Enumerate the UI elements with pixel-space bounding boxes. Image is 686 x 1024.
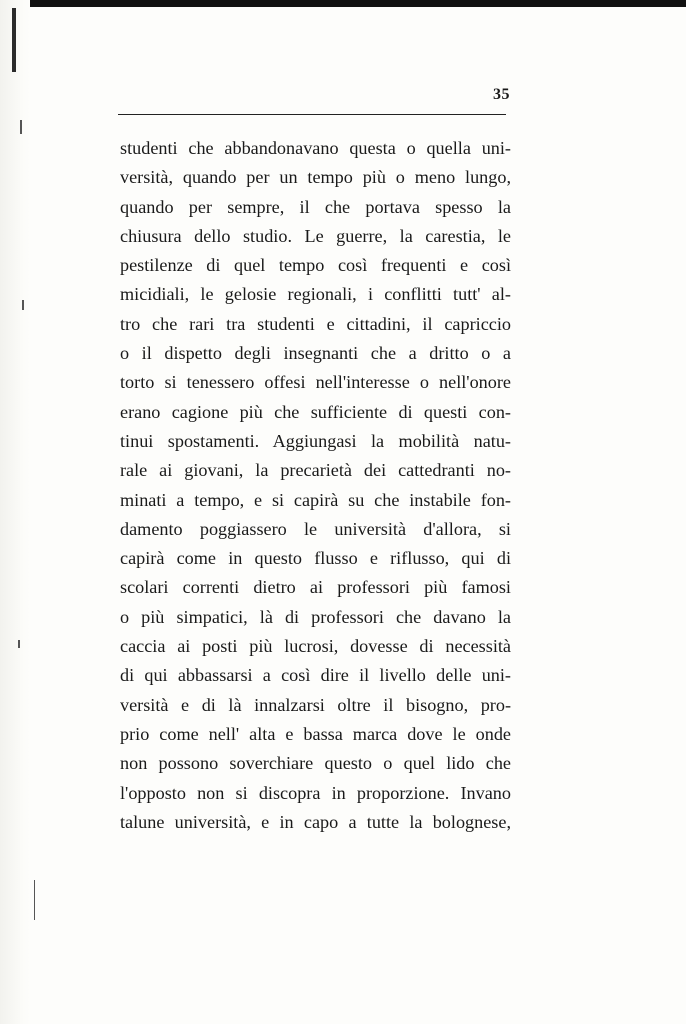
text-line: micidiali, le gelosie regionali, i conflitti tutt' al- [120,284,511,305]
text-line: damento poggiassero le università d'allora, si [120,518,511,539]
page-number: 35 [493,86,510,103]
text-line: tro che rari tra studenti e cittadini, il capriccio [120,313,511,334]
text-line: caccia ai posti più lucrosi, dovesse di necessità [120,636,511,657]
text-line: chiusura dello studio. Le guerre, la carestia, le [120,225,511,246]
scan-top-edge [0,0,686,7]
text-line: tinui spostamenti. Aggiungasi la mobilità natu- [120,430,511,451]
text-line: scolari correnti dietro ai professori più famosi [120,577,511,598]
text-line: non possono soverchiare questo o quel lido che [120,753,511,774]
text-line: di qui abbassarsi a così dire il livello delle uni- [120,665,511,686]
text-line: o il dispetto degli insegnanti che a dritto o a [120,343,511,364]
binding-speck [34,880,35,920]
text-line: prio come nell' alta e bassa marca dove le onde [120,723,511,744]
text-line: erano cagione più che sufficiente di questi con- [120,401,511,422]
binding-mark [12,8,16,72]
binding-speck [22,300,24,310]
text-line: quando per sempre, il che portava spesso la [120,196,511,217]
text-line: minati a tempo, e si capirà su che instabile fon- [120,489,511,510]
text-line: pestilenze di quel tempo così frequenti e così [120,255,511,276]
text-line: studenti che abbandonavano questa o quella uni- [120,138,511,158]
text-line: versità, quando per un tempo più o meno lungo, [120,167,511,188]
text-line: torto si tenessero offesi nell'interesse o nell'onore [120,372,511,393]
text-line: l'opposto non si discopra in proporzione. Invano [120,782,511,803]
binding-speck [18,640,20,648]
text-line: o più simpatici, là di professori che davano la [120,606,511,627]
body-text [120,134,511,837]
text-line: talune università, e in capo a tutte la bolognese, [120,811,511,832]
page-binding-edge [0,0,30,1024]
header-rule [118,114,506,115]
binding-speck [20,120,22,134]
text-line: capirà come in questo flusso e riflusso, qui di [120,548,511,569]
text-line: rale ai giovani, la precarietà dei cattedranti no- [120,460,511,481]
text-line: versità e di là innalzarsi oltre il bisogno, pro- [120,694,511,715]
